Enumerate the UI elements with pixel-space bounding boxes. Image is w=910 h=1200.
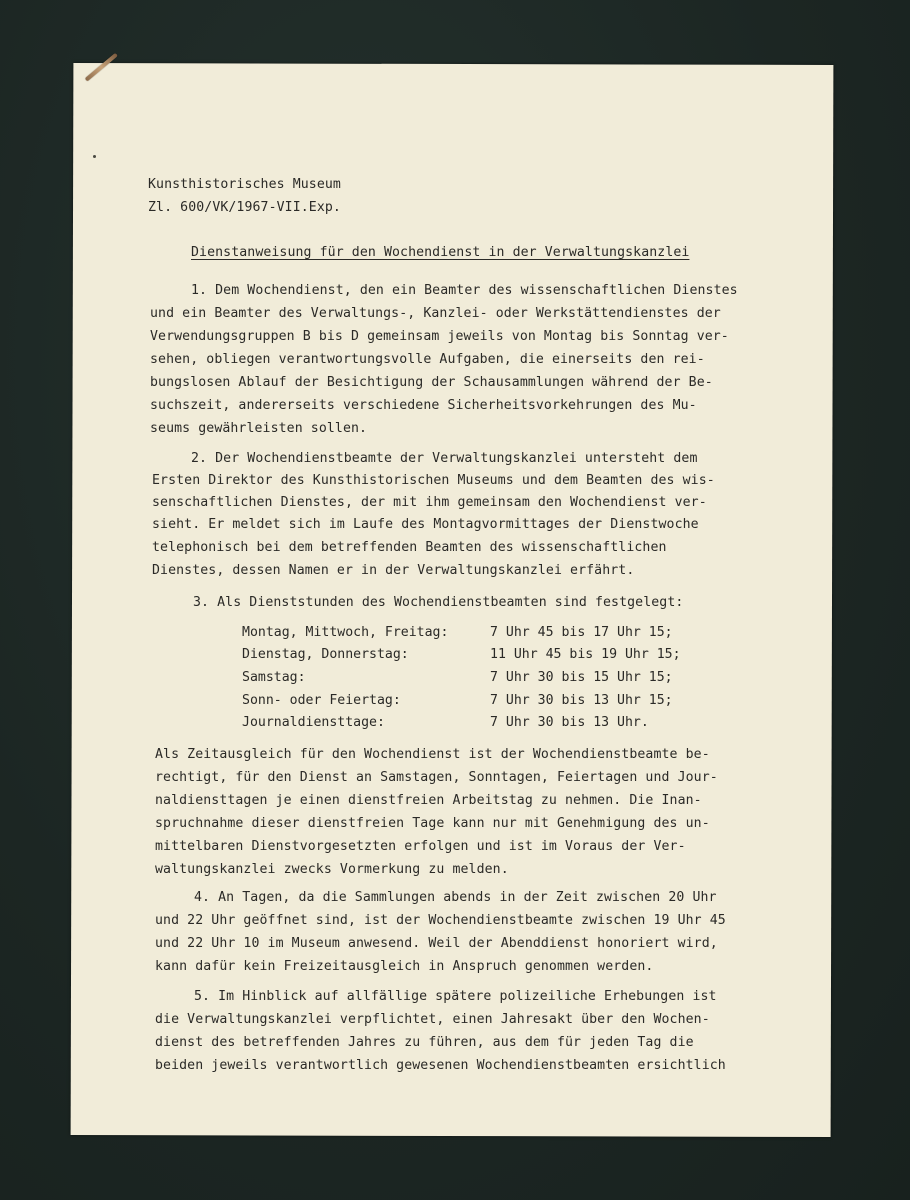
schedule-days: Montag, Mittwoch, Freitag: [242, 625, 449, 640]
para3-line: naldiensttagen je einen dienstfreien Arbeitstag zu nehmen. Die Inan- [155, 793, 702, 808]
para3-line: mittelbaren Dienstvorgesetzten erfolgen und ist im Voraus der Ver- [155, 839, 686, 854]
schedule-days: Samstag: [242, 670, 306, 685]
schedule-days: Journaldiensttage: [242, 715, 385, 730]
para1-line: seums gewährleisten sollen. [150, 421, 368, 436]
para3-line: rechtigt, für den Dienst an Samstagen, Sonntagen, Feiertagen und Jour- [155, 770, 718, 785]
para4-line: kann dafür kein Freizeitausgleich in Anspruch genommen werden. [155, 959, 654, 974]
para2-line: 2. Der Wochendienstbeamte der Verwaltungskanzlei untersteht dem [191, 451, 698, 466]
institution-name: Kunsthistorisches Museum [148, 177, 341, 192]
para3-line: spruchnahme dieser dienstfreien Tage kann nur mit Genehmigung des un- [155, 816, 710, 831]
para3-intro: 3. Als Dienststunden des Wochendienstbeamten sind festgelegt: [193, 595, 684, 610]
schedule-days: Sonn- oder Feiertag: [242, 693, 401, 708]
document-title: Dienstanweisung für den Wochendienst in der Verwaltungskanzlei [191, 245, 690, 260]
para3-line: Als Zeitausgleich für den Wochendienst ist der Wochendienstbeamte be- [155, 747, 710, 762]
para5-line: beiden jeweils verantwortlich gewesenen Wochendienstbeamten ersichtlich [155, 1058, 726, 1073]
schedule-days: Dienstag, Donnerstag: [242, 647, 409, 662]
schedule-hours: 7 Uhr 30 bis 13 Uhr 15; [490, 693, 673, 708]
reference-number: Zl. 600/VK/1967-VII.Exp. [148, 200, 341, 215]
para1-line: und ein Beamter des Verwaltungs-, Kanzlei- oder Werkstättendienstes der [150, 306, 721, 321]
para4-line: und 22 Uhr geöffnet sind, ist der Wochendienstbeamte zwischen 19 Uhr 45 [155, 913, 726, 928]
para3-line: waltungskanzlei zwecks Vormerkung zu melden. [155, 862, 509, 877]
schedule-hours: 7 Uhr 45 bis 17 Uhr 15; [490, 625, 673, 640]
para5-line: dienst des betreffenden Jahres zu führen, aus dem für jeden Tag die [155, 1035, 694, 1050]
para2-line: sieht. Er meldet sich im Laufe des Montagvormittages der Dienstwoche [152, 517, 699, 532]
para4-line: 4. An Tagen, da die Sammlungen abends in der Zeit zwischen 20 Uhr [194, 890, 717, 905]
schedule-hours: 7 Uhr 30 bis 15 Uhr 15; [490, 670, 673, 685]
para1-line: Verwendungsgruppen B bis D gemeinsam jeweils von Montag bis Sonntag ver- [150, 329, 729, 344]
schedule-hours: 7 Uhr 30 bis 13 Uhr. [490, 715, 649, 730]
para5-line: 5. Im Hinblick auf allfällige spätere polizeiliche Erhebungen ist [194, 989, 717, 1004]
para1-line: sehen, obliegen verantwortungsvolle Aufgaben, die einerseits den rei- [150, 352, 705, 367]
paper-speck [93, 155, 96, 158]
para2-line: senschaftlichen Dienstes, der mit ihm gemeinsam den Wochendienst ver- [152, 495, 707, 510]
para2-line: Dienstes, dessen Namen er in der Verwaltungskanzlei erfährt. [152, 563, 635, 578]
para1-line: suchszeit, andererseits verschiedene Sicherheitsvorkehrungen des Mu- [150, 398, 697, 413]
para2-line: Ersten Direktor des Kunsthistorischen Museums und dem Beamten des wis- [152, 473, 715, 488]
para2-line: telephonisch bei dem betreffenden Beamten des wissenschaftlichen [152, 540, 667, 555]
para4-line: und 22 Uhr 10 im Museum anwesend. Weil der Abenddienst honoriert wird, [155, 936, 718, 951]
para1-line: 1. Dem Wochendienst, den ein Beamter des wissenschaftlichen Dienstes [191, 283, 738, 298]
para1-line: bungslosen Ablauf der Besichtigung der Schausammlungen während der Be- [150, 375, 713, 390]
para5-line: die Verwaltungskanzlei verpflichtet, einen Jahresakt über den Wochen- [155, 1012, 710, 1027]
schedule-hours: 11 Uhr 45 bis 19 Uhr 15; [490, 647, 681, 662]
